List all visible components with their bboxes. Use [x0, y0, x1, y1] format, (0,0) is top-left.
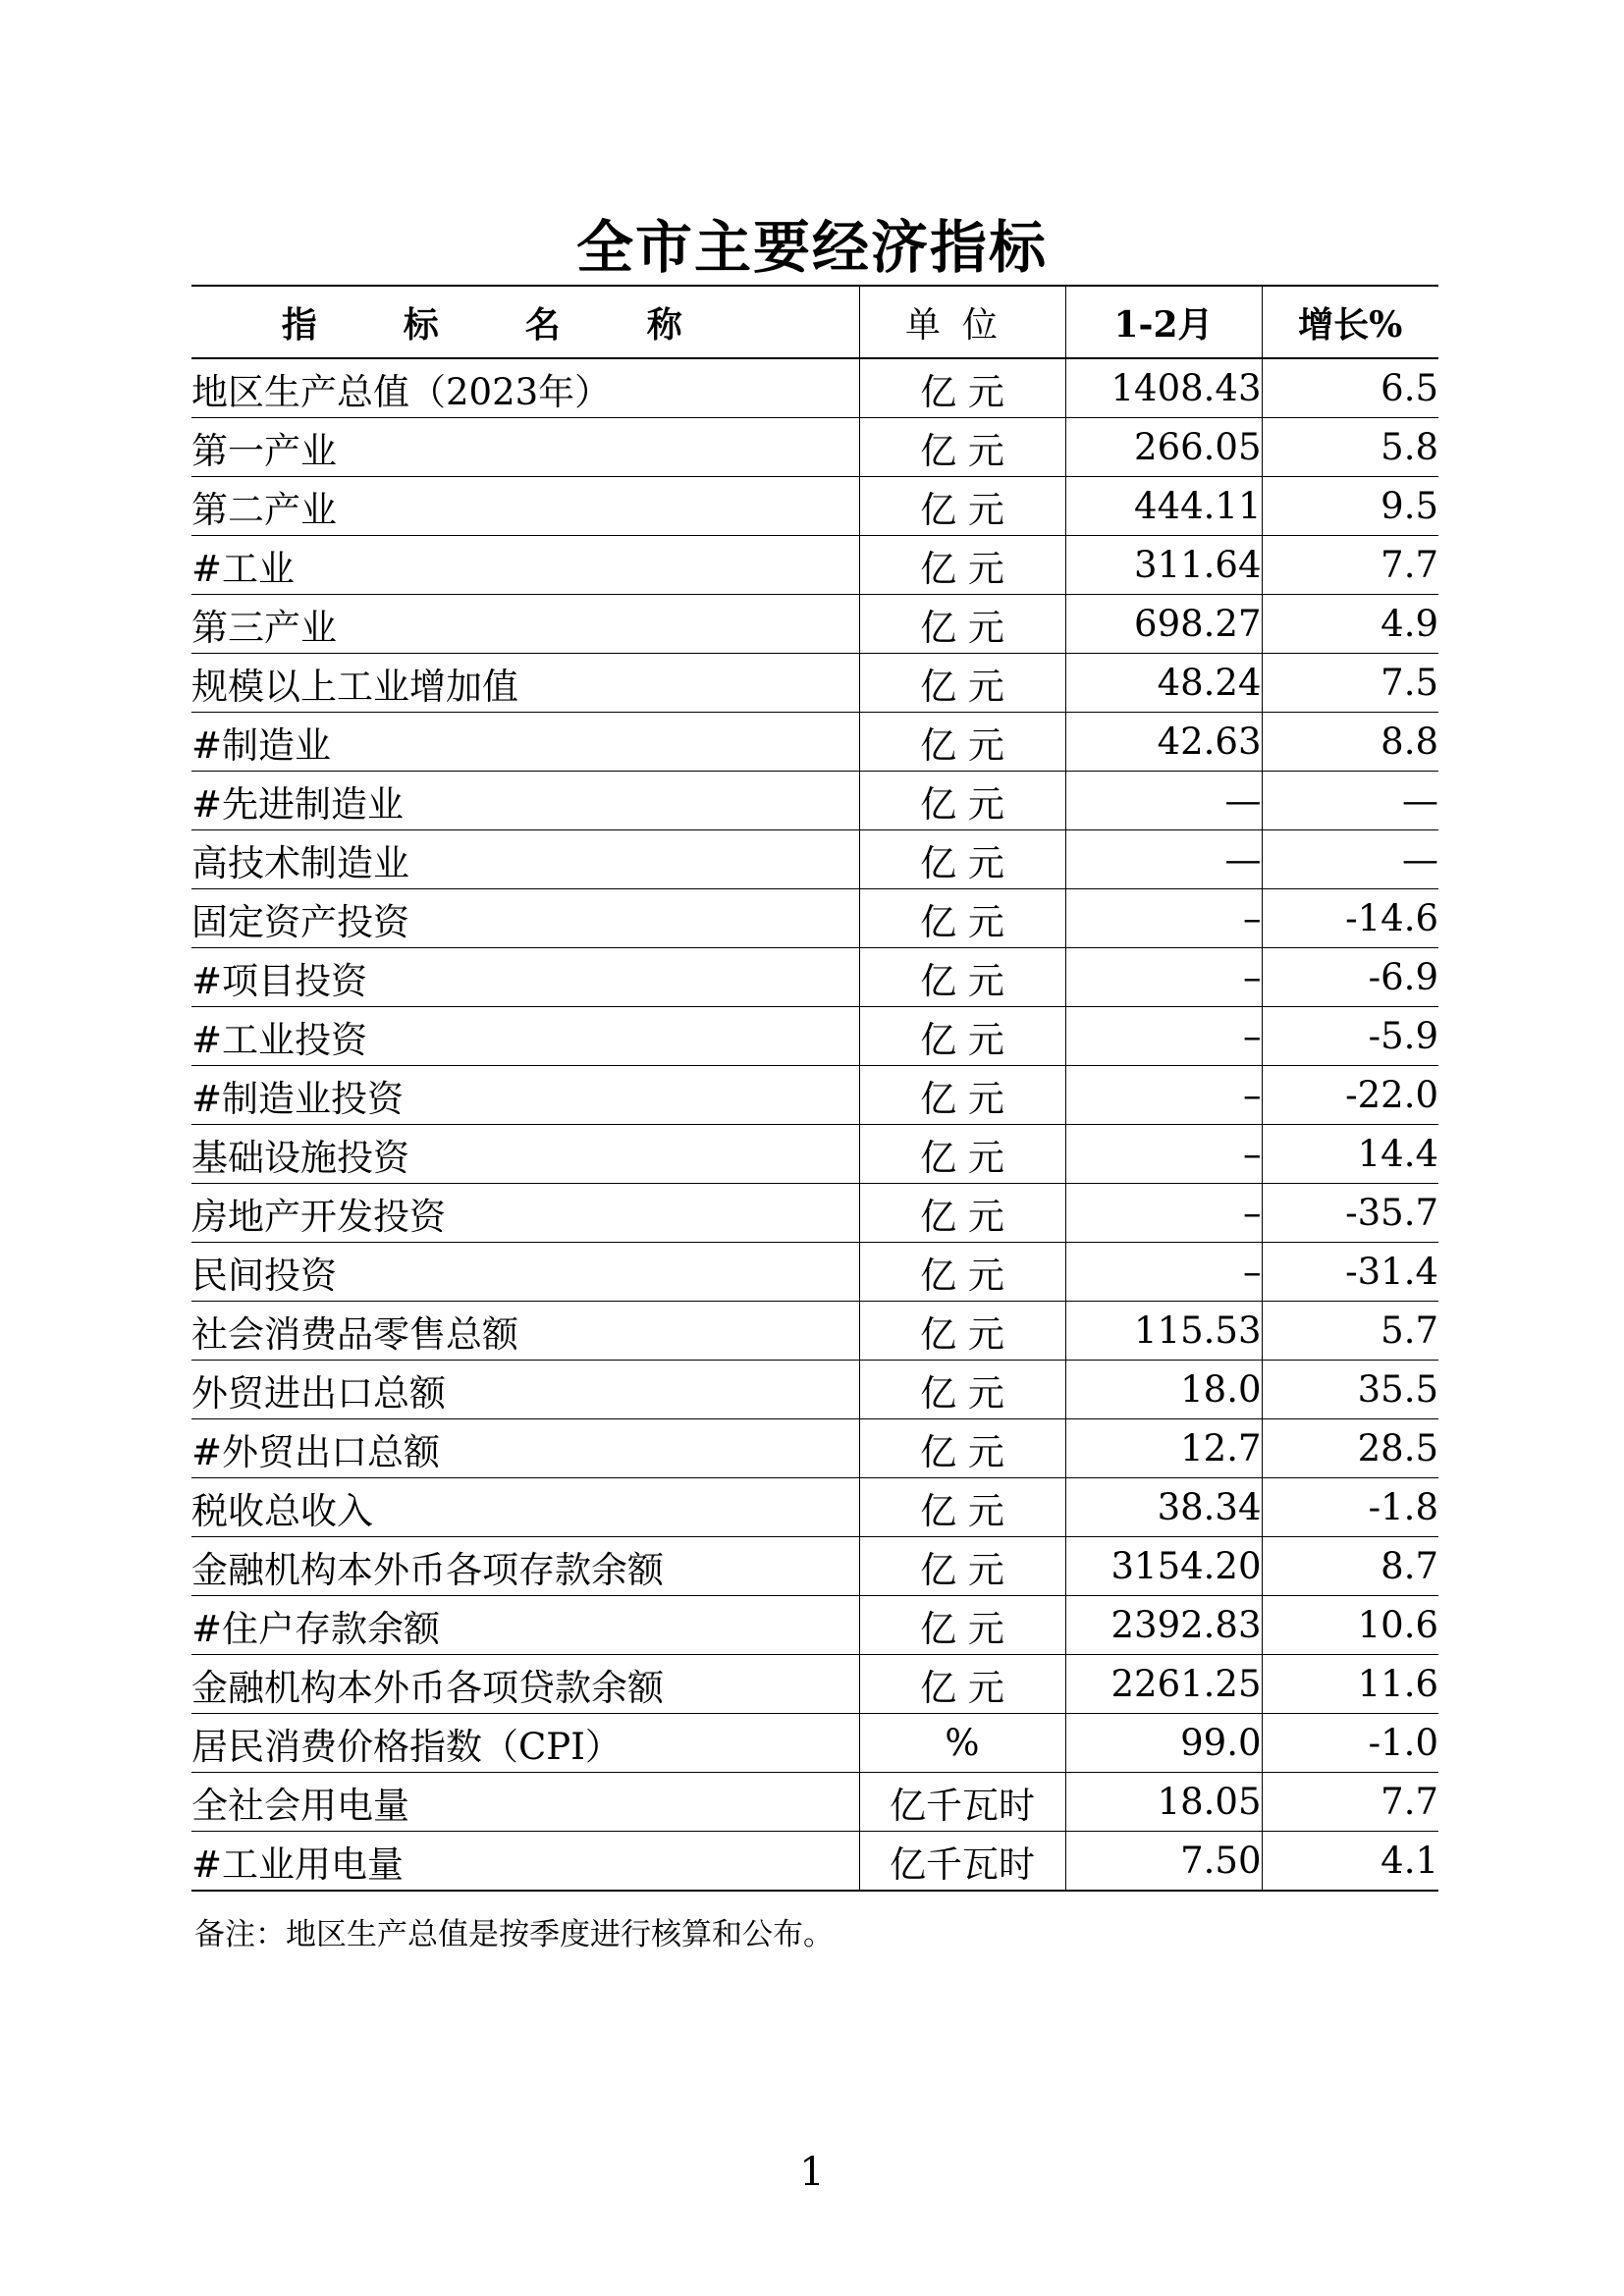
indicator-growth: 7.7	[1262, 536, 1438, 595]
indicator-growth: -14.6	[1262, 889, 1438, 948]
indicator-growth: 4.9	[1262, 595, 1438, 654]
indicator-unit: 亿 元	[859, 1243, 1065, 1302]
indicator-value: —	[1065, 772, 1262, 830]
indicator-unit: 亿 元	[859, 358, 1065, 418]
indicator-name: 全社会用电量	[191, 1773, 859, 1832]
indicator-name: 规模以上工业增加值	[191, 654, 859, 713]
indicator-value: 12.7	[1065, 1419, 1262, 1478]
indicator-unit: 亿 元	[859, 889, 1065, 948]
indicator-name: #工业	[191, 536, 859, 595]
indicator-value: 698.27	[1065, 595, 1262, 654]
table-row	[191, 418, 1438, 477]
indicator-unit: 亿千瓦时	[859, 1773, 1065, 1832]
table-row	[191, 772, 1438, 830]
indicator-name: #住户存款余额	[191, 1596, 859, 1655]
indicator-unit: 亿 元	[859, 536, 1065, 595]
indicator-name: 外贸进出口总额	[191, 1361, 859, 1419]
table-row	[191, 1773, 1438, 1832]
indicator-value: –	[1065, 889, 1262, 948]
table-row	[191, 536, 1438, 595]
indicator-name: 高技术制造业	[191, 830, 859, 889]
indicator-unit: 亿 元	[859, 1478, 1065, 1537]
indicator-value: –	[1065, 1243, 1262, 1302]
indicator-growth: -1.0	[1262, 1714, 1438, 1773]
table-row	[191, 830, 1438, 889]
table-row	[191, 654, 1438, 713]
indicator-unit: 亿 元	[859, 1537, 1065, 1596]
table-row	[191, 889, 1438, 948]
indicator-unit: 亿 元	[859, 830, 1065, 889]
indicator-value: –	[1065, 1066, 1262, 1125]
header-unit: 单位	[859, 286, 1065, 358]
indicator-name: 第二产业	[191, 477, 859, 536]
indicator-value: 3154.20	[1065, 1537, 1262, 1596]
indicator-name: #工业投资	[191, 1007, 859, 1066]
table-header-row	[191, 286, 1438, 358]
indicator-value: –	[1065, 948, 1262, 1007]
indicator-name: 金融机构本外币各项贷款余额	[191, 1655, 859, 1714]
indicator-unit: 亿 元	[859, 1361, 1065, 1419]
indicator-unit: 亿 元	[859, 1184, 1065, 1243]
indicator-growth: —	[1262, 772, 1438, 830]
indicator-value: 99.0	[1065, 1714, 1262, 1773]
indicator-unit: 亿 元	[859, 1419, 1065, 1478]
indicator-value: 48.24	[1065, 654, 1262, 713]
indicator-value: 311.64	[1065, 536, 1262, 595]
indicator-growth: —	[1262, 830, 1438, 889]
indicator-value: 7.50	[1065, 1832, 1262, 1892]
indicator-growth: -31.4	[1262, 1243, 1438, 1302]
indicator-value: 1408.43	[1065, 358, 1262, 418]
table-row	[191, 1125, 1438, 1184]
indicator-value: 115.53	[1065, 1302, 1262, 1361]
indicator-unit: 亿 元	[859, 713, 1065, 772]
indicator-unit: 亿千瓦时	[859, 1832, 1065, 1892]
table-row	[191, 1302, 1438, 1361]
indicator-value: 38.34	[1065, 1478, 1262, 1537]
indicator-value: 42.63	[1065, 713, 1262, 772]
indicator-unit: 亿 元	[859, 595, 1065, 654]
indicator-name: #先进制造业	[191, 772, 859, 830]
indicator-name: 社会消费品零售总额	[191, 1302, 859, 1361]
indicator-unit: 亿 元	[859, 418, 1065, 477]
indicator-name: #制造业投资	[191, 1066, 859, 1125]
indicator-value: 266.05	[1065, 418, 1262, 477]
indicator-name: 第三产业	[191, 595, 859, 654]
header-period: 1-2月	[1065, 286, 1262, 358]
indicator-value: 2261.25	[1065, 1655, 1262, 1714]
indicator-growth: 4.1	[1262, 1832, 1438, 1892]
footnote: 备注：地区生产总值是按季度进行核算和公布。	[194, 1917, 834, 1952]
indicator-unit: 亿 元	[859, 1596, 1065, 1655]
table-row	[191, 1832, 1438, 1892]
indicator-name: 固定资产投资	[191, 889, 859, 948]
table-row	[191, 477, 1438, 536]
table-row	[191, 713, 1438, 772]
indicator-growth: 8.7	[1262, 1537, 1438, 1596]
indicators-table	[191, 285, 1438, 1892]
indicator-unit: 亿 元	[859, 1007, 1065, 1066]
indicator-name: #制造业	[191, 713, 859, 772]
table-row	[191, 1419, 1438, 1478]
table-row	[191, 1243, 1438, 1302]
indicator-value: 18.05	[1065, 1773, 1262, 1832]
indicator-growth: 10.6	[1262, 1596, 1438, 1655]
table-row	[191, 1714, 1438, 1773]
indicator-growth: 7.5	[1262, 654, 1438, 713]
indicator-unit: 亿 元	[859, 948, 1065, 1007]
indicator-growth: -1.8	[1262, 1478, 1438, 1537]
indicator-growth: 11.6	[1262, 1655, 1438, 1714]
indicator-growth: 35.5	[1262, 1361, 1438, 1419]
indicator-name: #外贸出口总额	[191, 1419, 859, 1478]
indicator-value: –	[1065, 1184, 1262, 1243]
indicator-name: 基础设施投资	[191, 1125, 859, 1184]
indicator-name: 居民消费价格指数（CPI）	[191, 1714, 859, 1773]
indicator-name: 金融机构本外币各项存款余额	[191, 1537, 859, 1596]
indicator-value: 18.0	[1065, 1361, 1262, 1419]
table-row	[191, 1007, 1438, 1066]
indicator-unit: 亿 元	[859, 1302, 1065, 1361]
page-title: 全市主要经济指标	[575, 214, 1048, 281]
table-row	[191, 1184, 1438, 1243]
indicator-unit: %	[859, 1714, 1065, 1773]
indicator-growth: -22.0	[1262, 1066, 1438, 1125]
table-row	[191, 1596, 1438, 1655]
table-row	[191, 1478, 1438, 1537]
table-row	[191, 1537, 1438, 1596]
indicator-name: 第一产业	[191, 418, 859, 477]
indicator-value: 444.11	[1065, 477, 1262, 536]
indicator-value: —	[1065, 830, 1262, 889]
indicator-growth: 28.5	[1262, 1419, 1438, 1478]
indicator-unit: 亿 元	[859, 654, 1065, 713]
indicator-name: #项目投资	[191, 948, 859, 1007]
indicator-growth: 7.7	[1262, 1773, 1438, 1832]
indicator-value: –	[1065, 1007, 1262, 1066]
header-growth: 增长%	[1262, 286, 1438, 358]
page-number: 1	[799, 2150, 825, 2195]
table-row	[191, 948, 1438, 1007]
indicator-growth: 8.8	[1262, 713, 1438, 772]
indicator-growth: 6.5	[1262, 358, 1438, 418]
table-row	[191, 1655, 1438, 1714]
indicator-growth: -5.9	[1262, 1007, 1438, 1066]
indicator-unit: 亿 元	[859, 772, 1065, 830]
indicator-name: 民间投资	[191, 1243, 859, 1302]
table-row	[191, 595, 1438, 654]
indicator-name: 地区生产总值（2023年）	[191, 358, 859, 418]
indicator-unit: 亿 元	[859, 477, 1065, 536]
indicator-growth: 5.8	[1262, 418, 1438, 477]
header-name: 指标名称	[191, 286, 859, 358]
indicator-growth: -6.9	[1262, 948, 1438, 1007]
indicator-value: –	[1065, 1125, 1262, 1184]
indicator-unit: 亿 元	[859, 1655, 1065, 1714]
indicator-value: 2392.83	[1065, 1596, 1262, 1655]
table-row	[191, 1066, 1438, 1125]
indicator-name: #工业用电量	[191, 1832, 859, 1892]
indicator-unit: 亿 元	[859, 1125, 1065, 1184]
table-row	[191, 1361, 1438, 1419]
indicator-growth: 5.7	[1262, 1302, 1438, 1361]
indicator-growth: 9.5	[1262, 477, 1438, 536]
indicator-unit: 亿 元	[859, 1066, 1065, 1125]
table-row	[191, 358, 1438, 418]
indicator-growth: 14.4	[1262, 1125, 1438, 1184]
indicator-name: 税收总收入	[191, 1478, 859, 1537]
indicator-name: 房地产开发投资	[191, 1184, 859, 1243]
indicator-growth: -35.7	[1262, 1184, 1438, 1243]
